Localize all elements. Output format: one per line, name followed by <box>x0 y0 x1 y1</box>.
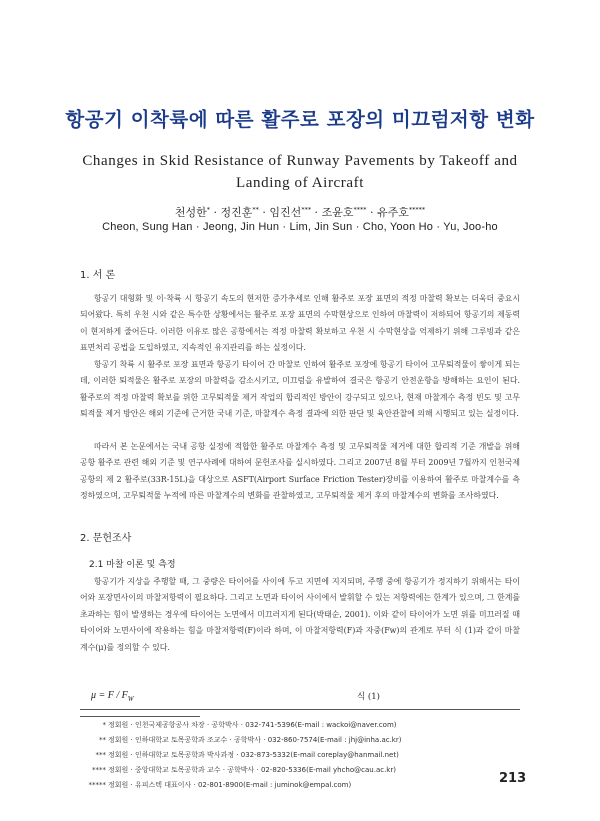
footnote-text: 정회원 · 인천국제공항공사 차장 · 공학박사 · 032-741-5396(E-mail : wackoi@naver.com) <box>108 721 397 729</box>
footnote-short-rule <box>80 716 200 717</box>
author-separator: · <box>210 206 221 219</box>
author-name: 천성한 <box>174 206 207 219</box>
author-footnote-mark: **** <box>353 205 367 214</box>
body-paragraph: 항공기 대형화 및 이·착륙 시 항공기 속도의 현저한 증가추세로 인해 활주로 포장 표면의 적정 마찰력 확보는 더욱더 중요시 되어왔다. 특히 우천 시와 같은 특수한 상황에서는 활주로 포장 표면의 수막현상으로 인하여 마찰력이 저하되어 항공기의 제동력이 현저하게 줄어든다. 이러한 이유로 많은 공항에서는 적정 마찰력 확보하고 우천 시 수막현상을 억제하기 위해 그루빙과 같은 표면처리 공법을 도입하였고, 지속적인 유지관리를 하는 실정이다. <box>80 294 520 353</box>
section-heading-literature-review: 2. 문헌조사 <box>80 533 132 544</box>
footnote-item <box>80 763 520 778</box>
author-name: 임진선 <box>269 206 302 219</box>
paper-title-korean: 항공기 이착륙에 따른 활주로 포장의 미끄럼저항 변화 <box>65 108 535 131</box>
footnote-mark: * <box>102 721 106 729</box>
author-footnotes <box>80 718 520 793</box>
subsection-heading-friction-theory: 2.1 마찰 이론 및 측정 <box>89 560 176 570</box>
footnote-mark: ***** <box>88 781 106 789</box>
author-name: 정진훈 <box>220 206 253 219</box>
footnote-text: 정회원 · 인하대학교 토목공학과 박사과정 · 032-873-5332(E-mail coreplay@hanmail.net) <box>108 751 399 759</box>
body-paragraph: 항공기 착륙 시 활주로 포장 표면과 항공기 타이어 간 마찰로 인하여 활주로 포장에 항공기 타이어 고무퇴적물이 쌓이게 되는데, 이러한 퇴적물은 활주로 포장의 마찰력을 감소시키고, 미끄럼을 유발하여 결국은 항공기 안전운항을 방해하는 요인이 된다. 활주로의 적정 마찰력 확보를 위한 고무퇴적물 제거 작업의 합리적인 방안이 강구되고 있으나, 현재 마찰계수 측정 빈도 및 고무퇴적물 제거 방안은 해외 기준에 근거한 국내 기준, 마찰계수 측정 결과에 의한 판단 및 육안관찰에 의해 시행되고 있는 실정이다. <box>80 360 520 419</box>
paper-title-english: Changes in Skid Resistance of Runway Pavements by Takeoff and Landing of Aircraft <box>82 153 518 191</box>
footnote-mark: *** <box>95 751 106 759</box>
author-list-korean <box>0 204 600 220</box>
page-number: 213 <box>499 771 527 786</box>
footnote-text: 정회원 · 유피스텍 대표이사 · 02-801-8900(E-mail : juminok@empal.com) <box>108 781 352 789</box>
author-footnote-mark: * <box>206 205 211 214</box>
author-name: 조윤호 <box>321 206 354 219</box>
section-heading-introduction: 1. 서 론 <box>80 270 116 281</box>
author-name: 유주호 <box>376 206 409 219</box>
footnote-item <box>80 733 520 748</box>
footnote-text: 정회원 · 인하대학교 토목공학과 조교수 · 공학박사 · 032-860-7574(E-mail : jhj@inha.ac.kr) <box>108 736 402 744</box>
footnote-mark: **** <box>92 766 106 774</box>
equation-body: μ = F / F <box>91 690 128 701</box>
footnote-divider <box>80 709 520 710</box>
author-footnote-mark: ** <box>252 205 259 214</box>
footnote-mark: ** <box>99 736 106 744</box>
author-separator: · <box>311 206 322 219</box>
author-footnote-mark: ***** <box>408 205 426 214</box>
footnote-item <box>80 778 520 793</box>
equation-subscript: W <box>127 695 134 703</box>
body-paragraph: 항공기가 지상을 주행할 때, 그 중량은 타이어를 사이에 두고 지면에 지지되며, 주행 중에 항공기가 정지하기 위해서는 타이어와 포장면사이의 마찰저항력이 필요하다. 그리고 노면과 타이어 사이에서 발휘할 수 있는 저항력에는 한계가 있으며, 그 한계를 초과하는 힘이 발생하는 경우에 타이어는 노면에서 미끄러지게 된다(박태순, 2001). 이와 같이 타이어가 노면 위를 미끄러질 때 타이어와 노면사이에 작용하는 힘을 마찰저항력(F)이라 하며, 이 마찰저항력(F)과 자중(Fw)의 관계로 부터 식 (1)과 같이 마찰계수(μ)를 정의할 수 있다. <box>80 577 520 652</box>
footnote-item <box>80 748 520 763</box>
footnote-text: 정회원 · 중앙대학교 토목공학과 교수 · 공학박사 · 02-820-5336(E-mail yhcho@cau.ac.kr) <box>108 766 396 774</box>
author-footnote-mark: *** <box>301 205 312 214</box>
equation-number: 식 (1) <box>357 692 380 702</box>
footnote-item <box>80 718 520 733</box>
body-paragraph: 따라서 본 논문에서는 국내 공항 실정에 적합한 활주로 마찰계수 측정 및 고무퇴적물 제거에 대한 합리적 기준 개발을 위해 공항 활주로 관련 해외 기준 및 연구사례에 대하여 문헌조사를 실시하였다. 그리고 2007년 8월 부터 2009년 7월까지 인천국제공항의 제 2 활주로(33R-15L)을 대상으로 ASFT(Airport Surface Friction Tester)장비를 이용하여 활주로 마찰계수를 측정하였으며, 고무퇴적물 누적에 따른 마찰계수의 변화를 관찰하였고, 고무퇴적물 제거 후의 마찰계수의 변화를 조사하였다. <box>80 442 520 501</box>
friction-coefficient-equation <box>91 690 134 703</box>
author-separator: · <box>366 206 377 219</box>
author-list-english: Cheon, Sung Han · Jeong, Jin Hun · Lim, Jin Sun · Cho, Yoon Ho · Yu, Joo-ho <box>102 221 498 233</box>
author-separator: · <box>258 206 270 219</box>
